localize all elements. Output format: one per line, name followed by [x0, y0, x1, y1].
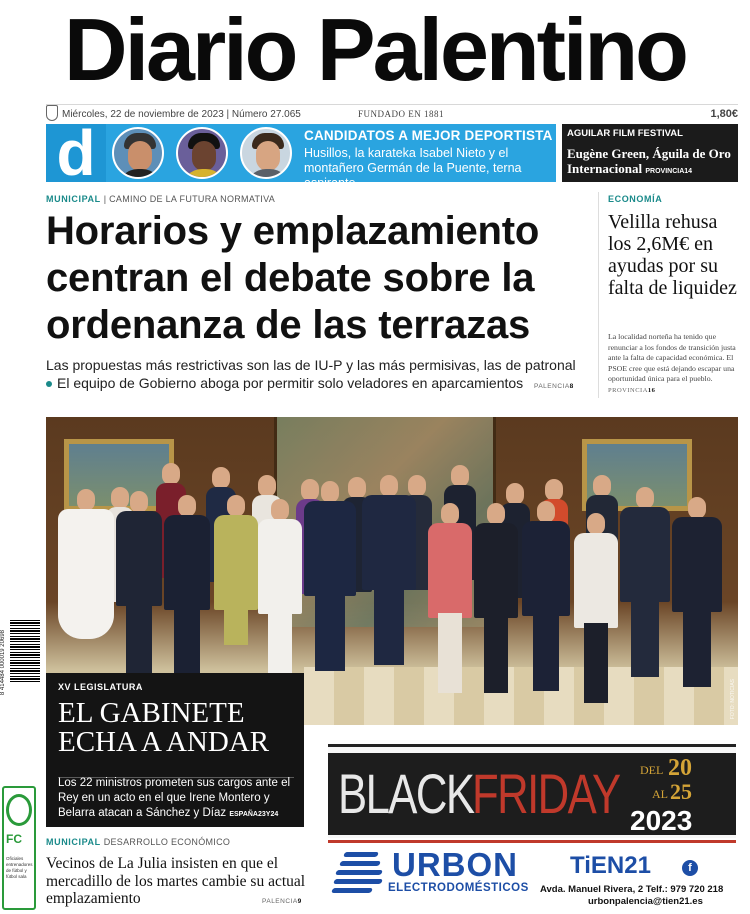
main-story-section: [46, 194, 275, 204]
main-deck-2: [46, 375, 606, 391]
section-label: MUNICIPAL: [46, 194, 101, 204]
sports-promo[interactable]: [46, 117, 556, 190]
cabinet-headline: EL GABINETE ECHA A ANDAR: [58, 697, 270, 758]
festival-ref: [645, 168, 692, 175]
facebook-icon[interactable]: f: [682, 860, 698, 876]
black-word: BLACK: [338, 762, 474, 825]
barcode-number: 8 414484 000019 20698: [0, 630, 6, 696]
cabinet-ref-page: 23Y24: [257, 811, 279, 818]
festival-text: [567, 146, 737, 179]
barcode-icon: [10, 620, 40, 684]
del-label: DEL: [640, 763, 664, 777]
economy-section: ECONOMÍA: [608, 194, 663, 204]
candidate-photo-2: [176, 127, 228, 179]
al-label: AL: [652, 787, 668, 801]
issue-number: Número 27.065: [231, 109, 301, 120]
julia-ref-section: PALENCIA: [262, 898, 298, 905]
d-logo: d: [46, 124, 106, 182]
person: [164, 495, 210, 685]
julia-ref: [262, 898, 302, 905]
urbon-ad[interactable]: [328, 846, 738, 906]
black-friday-ad[interactable]: [328, 744, 736, 838]
newspaper-title: Diario Palentino: [64, 0, 686, 99]
candidate-photo-3: [240, 127, 292, 179]
day-from: 20: [668, 755, 692, 781]
column-divider: [598, 192, 599, 398]
person: [522, 501, 570, 691]
promo-title: CANDIDATOS A MEJOR DEPORTISTA: [304, 128, 553, 143]
cabinet-story-box[interactable]: [46, 673, 304, 827]
person: [116, 491, 162, 681]
fc-small-text: Oficiales entrenadores de fútbol y fútbol sala: [6, 856, 33, 879]
festival-ref-section: PROVINCIA: [645, 168, 685, 175]
cabinet-text-body: Los 22 ministros prometen sus cargos ante el Rey en un acto en el que Irene Montero y Belarra atacan a Sánchez y Díaz: [58, 777, 291, 819]
day-to: 25: [670, 779, 692, 804]
person: [214, 495, 258, 685]
cabinet-label: XV LEGISLATURA: [58, 682, 143, 692]
tien21-logo: TiEN21: [570, 852, 651, 879]
festival-label: AGUILAR FILM FESTIVAL: [567, 128, 683, 139]
fc-ad[interactable]: [2, 786, 36, 910]
promo-text-body: Husillos, la karateka Isabel Nieto y el montañero Germán de la Puente, terna aspirante: [304, 146, 522, 190]
person: [362, 475, 416, 665]
issue-date: Miércoles, 22 de noviembre de 2023: [62, 109, 224, 120]
promo-ref: [359, 182, 405, 189]
urbon-logo-icon: [330, 848, 390, 900]
person: [258, 499, 302, 689]
person: [672, 497, 722, 687]
economy-body: [608, 332, 738, 396]
masthead: [0, 0, 750, 100]
cabinet-ref-section: ESPAÑA: [229, 811, 258, 818]
main-ref-section: PALENCIA: [533, 383, 570, 390]
year: 2023: [630, 805, 693, 836]
price: 1,80€: [710, 108, 738, 120]
promo-ref-section: DEPORTES: [358, 182, 398, 189]
economy-ref-section: PROVINCIA: [608, 386, 648, 394]
julia-ref-page: 9: [297, 898, 302, 905]
person: [304, 481, 356, 671]
founded-year: FUNDADO EN 1881: [358, 109, 444, 119]
economy-ref-page: 16: [647, 386, 656, 394]
person: [58, 489, 114, 679]
cabinet-text: [58, 776, 298, 822]
main-headline[interactable]: Horarios y emplazamiento centran el debate sobre la ordenanza de las terrazas: [46, 209, 540, 347]
friday-word: FRIDAY: [472, 762, 620, 825]
julia-section: [46, 837, 230, 847]
person: [428, 503, 472, 693]
main-deck-2-text: El equipo de Gobierno aboga por permitir solo veladores en aparcamientos: [57, 375, 524, 391]
subsection-label: | CAMINO DE LA FUTURA NORMATIVA: [103, 194, 276, 204]
candidate-photo-1: [112, 127, 164, 179]
promo-text: [304, 146, 554, 193]
urbon-tagline: ELECTRODOMÉSTICOS: [388, 882, 529, 894]
black-friday-panel: [328, 753, 736, 835]
issue-date-number: Miércoles, 22 de noviembre de 2023 | Número 27.065: [62, 109, 301, 120]
urbon-brand: URBON: [392, 846, 518, 883]
festival-teaser[interactable]: [562, 124, 738, 182]
urbon-address: Avda. Manuel Rivera, 2 Telf.: 979 720 218: [540, 884, 724, 895]
promo-ref-page: 37: [397, 182, 406, 189]
subsection-label: DESARROLLO ECONÓMICO: [103, 837, 231, 847]
economy-ref: [608, 387, 655, 394]
ad-divider: [328, 840, 736, 843]
festival-text-body: Eugène Green, Águila de Oro Internacional: [567, 146, 731, 176]
main-deck-1: Las propuestas más restrictivas son las de IU-P y las más permisivas, las de patronal: [46, 357, 576, 373]
football-club-icon: [6, 794, 32, 826]
photo-credit: FOTO: NOTICIAS: [730, 678, 736, 719]
section-label: MUNICIPAL: [46, 837, 101, 847]
economy-headline[interactable]: Velilla rehusa los 2,6M€ en ayudas por su falta de liquidez: [608, 211, 737, 299]
dateline: [46, 104, 738, 122]
bullet-icon: [46, 381, 52, 387]
main-story-ref: [527, 383, 574, 390]
person: [620, 487, 670, 677]
fc-label: FC: [6, 832, 22, 846]
person: [474, 503, 518, 693]
person: [574, 513, 618, 703]
urbon-email[interactable]: urbonpalencia@tien21.es: [588, 896, 703, 907]
main-ref-page: 8: [569, 383, 574, 390]
festival-ref-page: 14: [684, 168, 693, 175]
julia-headline[interactable]: Vecinos de La Julia insisten en que el mercadillo de los martes cambie su actual emplazamiento: [46, 855, 306, 907]
cabinet-ref: [229, 811, 278, 818]
economy-body-text: La localidad norteña ha tenido que renunciar a los fondos de transición justa ante la falta de capacidad económica. El PSOE cree que está dejando escapar una oportunidad única para el pueblo.: [608, 332, 736, 383]
